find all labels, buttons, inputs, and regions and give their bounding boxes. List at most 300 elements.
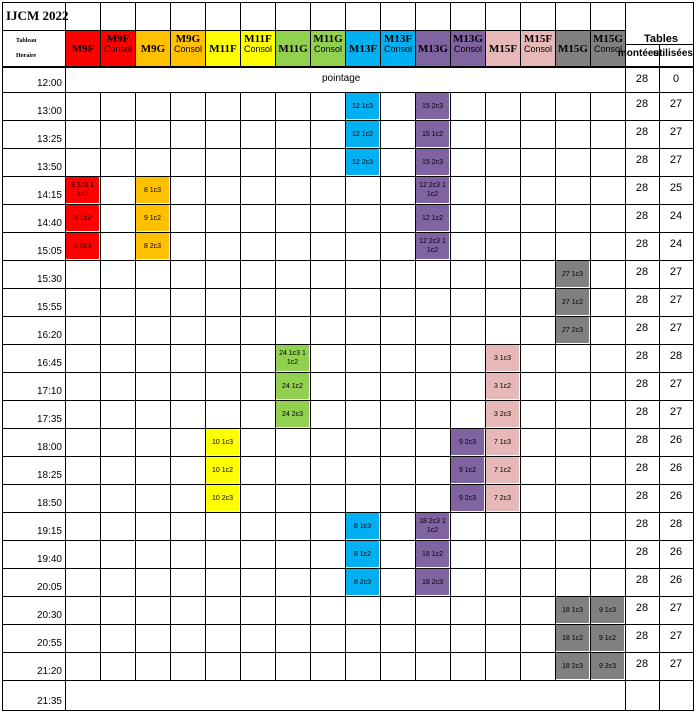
grid-cell bbox=[380, 512, 416, 541]
grid-cell bbox=[485, 232, 521, 261]
grid-cell bbox=[450, 148, 486, 177]
session-block: 3 2c3 bbox=[66, 233, 99, 259]
tables-utilisees-label: utilisées bbox=[652, 48, 693, 59]
header-top-empty bbox=[485, 2, 521, 31]
grid-cell bbox=[205, 568, 241, 597]
grid-cell bbox=[415, 400, 451, 429]
grid-cell bbox=[135, 624, 171, 653]
grid-cell bbox=[275, 484, 311, 513]
grid-cell bbox=[520, 120, 556, 149]
grid-cell bbox=[520, 624, 556, 653]
grid-cell bbox=[310, 372, 346, 401]
tables-utilisees-value: 26 bbox=[669, 434, 683, 446]
grid-cell bbox=[450, 400, 486, 429]
time-row bbox=[2, 148, 66, 177]
column-header-m11g: M11G bbox=[275, 30, 311, 67]
grid-cell bbox=[310, 92, 346, 121]
grid-cell bbox=[520, 512, 556, 541]
grid-cell bbox=[450, 372, 486, 401]
grid-cell bbox=[380, 428, 416, 457]
time-row bbox=[2, 92, 66, 121]
grid-cell bbox=[380, 568, 416, 597]
session-block: 24 1c2 bbox=[276, 373, 309, 399]
session-block: 7 1c2 bbox=[486, 457, 519, 483]
session-block: 12 1c2 bbox=[346, 121, 379, 147]
tables-montees-value: 28 bbox=[635, 518, 649, 530]
grid-cell bbox=[240, 204, 276, 233]
grid-cell bbox=[345, 232, 381, 261]
grid-cell bbox=[135, 456, 171, 485]
grid-cell bbox=[135, 428, 171, 457]
grid-cell bbox=[520, 288, 556, 317]
grid-cell bbox=[485, 120, 521, 149]
session-block: 15 2c3 bbox=[416, 149, 449, 175]
grid-cell bbox=[100, 596, 136, 625]
time-label: 18:25 bbox=[36, 470, 62, 481]
column-header-m15f: M15F bbox=[485, 30, 521, 67]
grid-cell bbox=[275, 92, 311, 121]
time-row bbox=[2, 67, 66, 93]
grid-cell bbox=[485, 204, 521, 233]
grid-cell bbox=[485, 652, 521, 681]
grid-cell bbox=[100, 456, 136, 485]
tables-montees-value: 28 bbox=[635, 266, 649, 278]
grid-cell bbox=[205, 260, 241, 289]
session-block: 12 2c3 1 1c2 bbox=[416, 177, 449, 203]
time-label: 13:25 bbox=[36, 134, 62, 145]
grid-cell bbox=[240, 540, 276, 569]
time-label: 14:15 bbox=[36, 190, 62, 201]
grid-cell bbox=[590, 204, 626, 233]
grid-cell bbox=[310, 652, 346, 681]
grid-cell bbox=[485, 568, 521, 597]
time-label: 14:40 bbox=[36, 218, 62, 229]
tables-montees-value: 28 bbox=[635, 462, 649, 474]
grid-cell bbox=[520, 484, 556, 513]
grid-cell bbox=[590, 260, 626, 289]
session-block: 9 2c3 bbox=[591, 653, 624, 679]
header-top-empty bbox=[65, 2, 101, 31]
tables-utilisees-value: 27 bbox=[669, 602, 683, 614]
session-block: 8 1c2 bbox=[346, 541, 379, 567]
session-block: 7 1c3 bbox=[486, 429, 519, 455]
grid-cell bbox=[100, 288, 136, 317]
time-row bbox=[2, 400, 66, 429]
session-block: 9 2c3 bbox=[451, 485, 484, 511]
grid-cell bbox=[590, 232, 626, 261]
grid-cell bbox=[100, 484, 136, 513]
column-header-m13f: M13F bbox=[345, 30, 381, 67]
grid-cell bbox=[380, 596, 416, 625]
header-top-empty bbox=[415, 2, 451, 31]
grid-cell bbox=[380, 92, 416, 121]
grid-cell bbox=[205, 232, 241, 261]
grid-cell bbox=[65, 484, 101, 513]
grid-cell bbox=[135, 344, 171, 373]
time-label: 21:20 bbox=[36, 666, 62, 677]
grid-cell bbox=[205, 596, 241, 625]
grid-cell bbox=[450, 316, 486, 345]
grid-cell bbox=[275, 652, 311, 681]
grid-cell bbox=[65, 624, 101, 653]
grid-cell bbox=[240, 400, 276, 429]
grid-cell bbox=[310, 204, 346, 233]
header-top-empty bbox=[450, 2, 486, 31]
grid-cell bbox=[240, 344, 276, 373]
grid-cell bbox=[135, 400, 171, 429]
time-row bbox=[2, 120, 66, 149]
grid-cell bbox=[310, 316, 346, 345]
grid-cell bbox=[555, 176, 591, 205]
grid-cell bbox=[100, 540, 136, 569]
grid-cell bbox=[345, 428, 381, 457]
grid-cell bbox=[450, 652, 486, 681]
grid-cell bbox=[555, 372, 591, 401]
grid-cell bbox=[345, 288, 381, 317]
session-block: 12 2c3 bbox=[346, 149, 379, 175]
grid-cell bbox=[170, 92, 206, 121]
header-top-empty bbox=[205, 2, 241, 31]
grid-cell bbox=[170, 204, 206, 233]
grid-cell bbox=[310, 176, 346, 205]
grid-cell bbox=[450, 232, 486, 261]
session-block: 15 1c2 bbox=[416, 121, 449, 147]
corner-label-tableau: Tableau bbox=[16, 38, 37, 44]
column-header-m13f-consol: M13F Consol bbox=[380, 30, 416, 67]
time-label: 15:30 bbox=[36, 274, 62, 285]
grid-cell bbox=[205, 316, 241, 345]
tables-utilisees-value: 25 bbox=[669, 182, 683, 194]
grid-cell bbox=[485, 260, 521, 289]
grid-cell bbox=[415, 316, 451, 345]
tables-utilisees-value: 27 bbox=[669, 126, 683, 138]
tables-utilisees-value: 27 bbox=[669, 406, 683, 418]
session-block: 9 2c3 bbox=[451, 429, 484, 455]
grid-cell bbox=[590, 512, 626, 541]
session-block: 3 1c2 bbox=[486, 373, 519, 399]
session-block: 9 1c3 bbox=[591, 597, 624, 623]
grid-cell bbox=[275, 512, 311, 541]
grid-cell bbox=[310, 428, 346, 457]
grid-cell bbox=[170, 652, 206, 681]
grid-cell bbox=[240, 428, 276, 457]
grid-cell bbox=[65, 596, 101, 625]
grid-cell bbox=[135, 260, 171, 289]
grid-cell bbox=[275, 596, 311, 625]
grid-cell bbox=[450, 120, 486, 149]
grid-cell bbox=[135, 540, 171, 569]
grid-cell bbox=[590, 176, 626, 205]
grid-cell bbox=[345, 456, 381, 485]
tables-montees-value: 28 bbox=[635, 322, 649, 334]
session-block: 9 1c2 bbox=[451, 457, 484, 483]
grid-cell bbox=[380, 148, 416, 177]
tables-utilisees-value: 27 bbox=[669, 154, 683, 166]
grid-cell bbox=[240, 148, 276, 177]
grid-cell bbox=[450, 260, 486, 289]
grid-cell bbox=[310, 596, 346, 625]
tables-montees-value: 28 bbox=[635, 406, 649, 418]
grid-cell bbox=[590, 540, 626, 569]
grid-cell bbox=[275, 148, 311, 177]
grid-cell bbox=[240, 92, 276, 121]
tables-montees-value: 28 bbox=[635, 574, 649, 586]
time-row bbox=[2, 624, 66, 653]
corner-cell bbox=[2, 30, 66, 67]
grid-cell bbox=[520, 148, 556, 177]
time-row bbox=[2, 344, 66, 373]
grid-cell bbox=[240, 260, 276, 289]
grid-cell bbox=[240, 652, 276, 681]
grid-cell bbox=[590, 344, 626, 373]
grid-cell bbox=[65, 568, 101, 597]
grid-cell bbox=[555, 456, 591, 485]
column-header-m13g-consol: M13G Consol bbox=[450, 30, 486, 67]
grid-cell bbox=[275, 624, 311, 653]
grid-cell bbox=[415, 288, 451, 317]
time-row bbox=[2, 540, 66, 569]
grid-cell bbox=[100, 652, 136, 681]
tables-montees-label: montées bbox=[617, 48, 659, 59]
header-top-empty bbox=[555, 2, 591, 31]
time-row bbox=[2, 316, 66, 345]
grid-cell bbox=[345, 372, 381, 401]
grid-cell bbox=[450, 512, 486, 541]
grid-cell bbox=[555, 428, 591, 457]
tables-montees-value: 28 bbox=[635, 378, 649, 390]
grid-cell bbox=[380, 232, 416, 261]
grid-cell bbox=[170, 148, 206, 177]
grid-cell bbox=[65, 456, 101, 485]
grid-cell bbox=[310, 456, 346, 485]
grid-cell bbox=[310, 148, 346, 177]
grid-cell bbox=[275, 120, 311, 149]
grid-cell bbox=[170, 540, 206, 569]
grid-cell bbox=[590, 372, 626, 401]
grid-cell bbox=[205, 652, 241, 681]
grid-cell bbox=[590, 148, 626, 177]
tables-utilisees-value: 28 bbox=[669, 518, 683, 530]
grid-cell bbox=[485, 512, 521, 541]
grid-cell bbox=[450, 176, 486, 205]
session-block: 10 1c2 bbox=[206, 457, 239, 483]
session-block: 7 2c3 bbox=[486, 485, 519, 511]
grid-cell bbox=[520, 568, 556, 597]
tables-header: Tables bbox=[644, 33, 679, 45]
grid-cell bbox=[135, 372, 171, 401]
grid-cell bbox=[485, 288, 521, 317]
grid-cell bbox=[555, 204, 591, 233]
session-block: 18 1c2 bbox=[556, 625, 589, 651]
grid-cell bbox=[135, 120, 171, 149]
tables-montees-value: 28 bbox=[635, 294, 649, 306]
tables-montees-value: 28 bbox=[635, 630, 649, 642]
time-label: 17:10 bbox=[36, 386, 62, 397]
tables-montees-value: 28 bbox=[635, 182, 649, 194]
tables-utilisees-value: 26 bbox=[669, 574, 683, 586]
time-label: 19:40 bbox=[36, 554, 62, 565]
grid-cell bbox=[345, 596, 381, 625]
session-block: 3 2c3 bbox=[486, 401, 519, 427]
grid-cell bbox=[310, 120, 346, 149]
grid-cell bbox=[170, 400, 206, 429]
grid-cell bbox=[415, 456, 451, 485]
grid-cell bbox=[380, 652, 416, 681]
grid-cell bbox=[555, 512, 591, 541]
grid-cell bbox=[100, 568, 136, 597]
grid-cell bbox=[555, 540, 591, 569]
grid-cell bbox=[450, 288, 486, 317]
grid-cell bbox=[65, 316, 101, 345]
grid-cell bbox=[65, 344, 101, 373]
time-row bbox=[2, 428, 66, 457]
grid-cell bbox=[170, 484, 206, 513]
grid-cell bbox=[520, 456, 556, 485]
header-top-empty bbox=[345, 2, 381, 31]
grid-cell bbox=[310, 540, 346, 569]
grid-cell bbox=[100, 232, 136, 261]
grid-cell bbox=[590, 288, 626, 317]
grid-cell bbox=[170, 624, 206, 653]
grid-cell bbox=[100, 120, 136, 149]
grid-cell bbox=[65, 120, 101, 149]
grid-cell bbox=[170, 176, 206, 205]
tables-montees-value: 28 bbox=[635, 658, 649, 670]
time-row bbox=[2, 652, 66, 681]
session-block: 8 1c3 bbox=[346, 513, 379, 539]
grid-cell bbox=[380, 400, 416, 429]
session-block: 18 2c3 bbox=[556, 653, 589, 679]
session-block: 27 2c3 bbox=[556, 317, 589, 343]
grid-cell bbox=[380, 260, 416, 289]
header-top-empty bbox=[170, 2, 206, 31]
grid-cell bbox=[555, 344, 591, 373]
grid-cell bbox=[100, 372, 136, 401]
grid-cell bbox=[65, 428, 101, 457]
tables-utilisees-value: 28 bbox=[669, 350, 683, 362]
grid-cell bbox=[345, 484, 381, 513]
grid-cell bbox=[205, 344, 241, 373]
grid-cell bbox=[275, 204, 311, 233]
grid-cell bbox=[415, 596, 451, 625]
grid-cell bbox=[380, 344, 416, 373]
session-block: 12 2c3 1 1c2 bbox=[416, 233, 449, 259]
grid-cell bbox=[415, 484, 451, 513]
grid-cell bbox=[590, 456, 626, 485]
grid-cell bbox=[100, 428, 136, 457]
tables-montees-value: 28 bbox=[635, 238, 649, 250]
time-label: 13:00 bbox=[36, 106, 62, 117]
grid-cell bbox=[205, 288, 241, 317]
column-header-m9f: M9F bbox=[65, 30, 101, 67]
grid-cell bbox=[170, 428, 206, 457]
session-block: 18 1c3 bbox=[556, 597, 589, 623]
tables-montees-value: 28 bbox=[635, 546, 649, 558]
time-label: 17:35 bbox=[36, 414, 62, 425]
grid-cell bbox=[310, 512, 346, 541]
grid-cell bbox=[65, 512, 101, 541]
time-row bbox=[2, 596, 66, 625]
grid-cell bbox=[520, 540, 556, 569]
grid-cell bbox=[345, 344, 381, 373]
grid-cell bbox=[65, 400, 101, 429]
grid-cell bbox=[380, 288, 416, 317]
grid-cell bbox=[170, 344, 206, 373]
grid-cell bbox=[450, 596, 486, 625]
grid-cell bbox=[240, 484, 276, 513]
time-row bbox=[2, 176, 66, 205]
header-top-empty bbox=[100, 2, 136, 31]
grid-cell bbox=[205, 120, 241, 149]
grid-cell bbox=[310, 568, 346, 597]
session-block: 24 2c3 bbox=[276, 401, 309, 427]
grid-cell bbox=[590, 428, 626, 457]
time-label: 16:20 bbox=[36, 330, 62, 341]
grid-cell bbox=[65, 148, 101, 177]
grid-cell bbox=[275, 316, 311, 345]
grid-cell bbox=[590, 92, 626, 121]
grid-cell bbox=[520, 400, 556, 429]
grid-cell bbox=[170, 596, 206, 625]
grid-cell bbox=[310, 624, 346, 653]
grid-cell bbox=[520, 260, 556, 289]
time-row bbox=[2, 456, 66, 485]
grid-cell bbox=[205, 204, 241, 233]
grid-cell bbox=[100, 148, 136, 177]
grid-cell bbox=[485, 596, 521, 625]
grid-cell bbox=[345, 260, 381, 289]
header-top-empty bbox=[590, 2, 626, 31]
grid-cell bbox=[485, 316, 521, 345]
grid-cell bbox=[240, 568, 276, 597]
column-header-m11g-consol: M11G Consol bbox=[310, 30, 346, 67]
grid-cell bbox=[310, 484, 346, 513]
time-label: 20:30 bbox=[36, 610, 62, 621]
grid-cell bbox=[205, 400, 241, 429]
grid-cell bbox=[205, 176, 241, 205]
time-label: 13:50 bbox=[36, 162, 62, 173]
grid-cell bbox=[555, 568, 591, 597]
grid-cell bbox=[275, 260, 311, 289]
header-top-empty bbox=[380, 2, 416, 31]
time-row bbox=[2, 484, 66, 513]
grid-cell bbox=[590, 400, 626, 429]
grid-cell bbox=[240, 372, 276, 401]
column-header-m15g-consol: M15G Consol bbox=[590, 30, 626, 67]
grid-cell bbox=[135, 512, 171, 541]
session-block: 8 1c3 bbox=[136, 177, 169, 203]
grid-cell bbox=[345, 176, 381, 205]
grid-cell bbox=[520, 596, 556, 625]
session-block: 15 2c3 bbox=[416, 93, 449, 119]
grid-cell bbox=[310, 232, 346, 261]
time-label: 16:45 bbox=[36, 358, 62, 369]
grid-cell bbox=[310, 288, 346, 317]
header-top-empty bbox=[240, 2, 276, 31]
grid-cell bbox=[555, 120, 591, 149]
grid-cell bbox=[380, 624, 416, 653]
grid-cell bbox=[65, 92, 101, 121]
column-header-m11f: M11F bbox=[205, 30, 241, 67]
grid-cell bbox=[240, 512, 276, 541]
grid-cell bbox=[205, 148, 241, 177]
grid-cell bbox=[135, 652, 171, 681]
tables-montees-value: 28 bbox=[635, 154, 649, 166]
session-block: 3 1c3 1 1c2 bbox=[66, 177, 99, 203]
grid-cell bbox=[135, 148, 171, 177]
grid-cell bbox=[555, 400, 591, 429]
grid-cell bbox=[450, 204, 486, 233]
